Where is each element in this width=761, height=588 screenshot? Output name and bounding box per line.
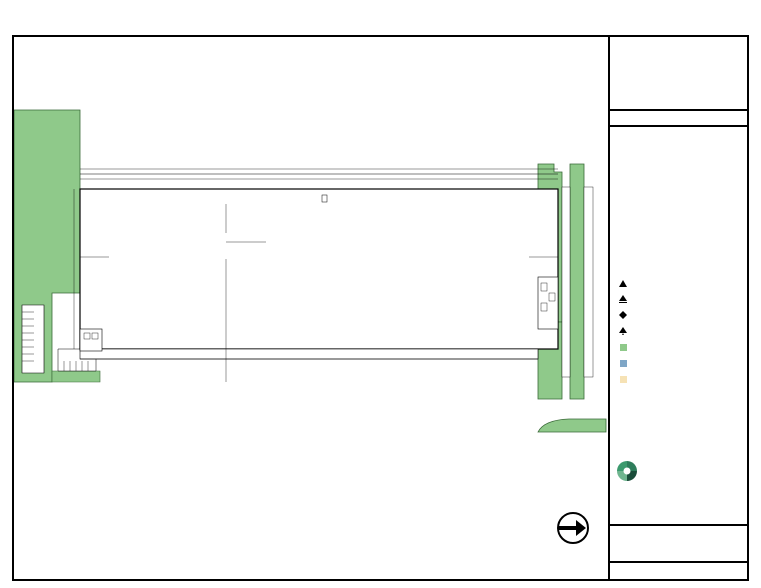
divider: [610, 109, 747, 111]
land-right-2: [570, 164, 584, 399]
prologis-logo-icon: [616, 460, 638, 482]
land-bottom-left: [52, 371, 100, 382]
legend-on-grade-door: [618, 326, 633, 336]
legend-vacant-area: [618, 374, 633, 384]
triangle-dot-icon: [618, 326, 628, 336]
legend-leased-area: [618, 358, 633, 368]
legend-dock-door-leveler: [618, 294, 633, 304]
leased-swatch: [620, 360, 627, 367]
divider: [610, 125, 747, 127]
title-block: [608, 37, 747, 579]
vacant-swatch: [620, 376, 627, 383]
truck-court: [80, 349, 538, 359]
land-right-corner: [538, 419, 606, 432]
diamond-icon: [618, 310, 628, 320]
land-swatch: [620, 344, 627, 351]
legend-drive-in-door: [618, 310, 633, 320]
building-outline: [80, 189, 558, 349]
divider: [610, 561, 747, 563]
site-plan: [14, 37, 608, 579]
legend-dock-door: [618, 278, 633, 288]
legend-land: [618, 342, 633, 352]
parking-lot-left: [22, 305, 44, 373]
north-arrow-icon: [550, 511, 596, 545]
triangle-bar-icon: [618, 294, 628, 304]
office-left: [80, 329, 102, 351]
triangle-icon: [618, 278, 628, 288]
prologis-logo: [616, 460, 641, 482]
divider: [610, 524, 747, 526]
